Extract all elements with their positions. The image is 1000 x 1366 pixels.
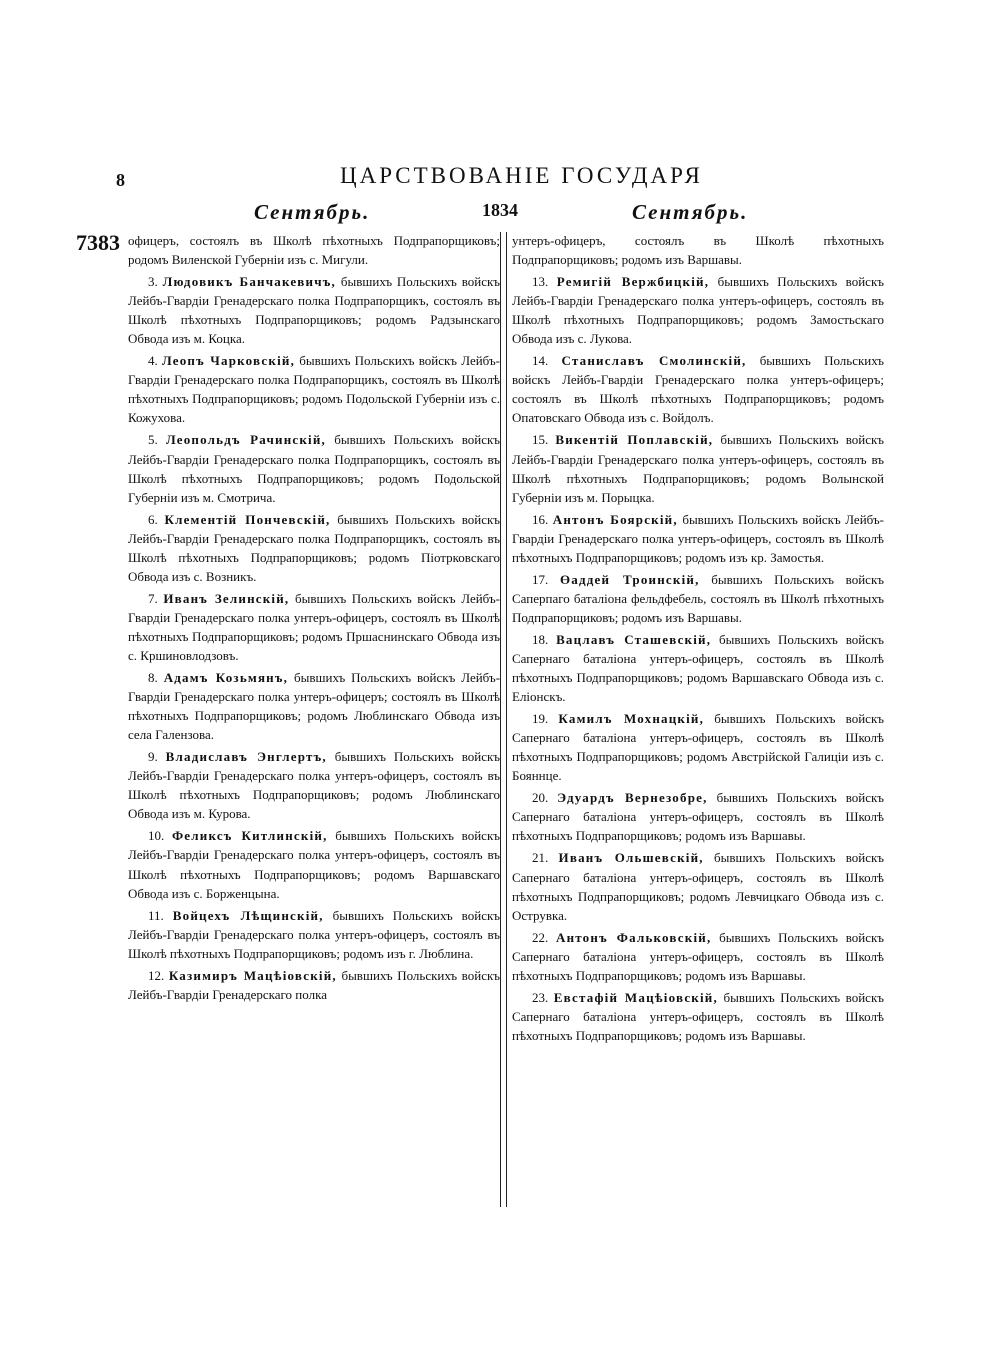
person-name: Станиславъ Смолинскій, — [561, 353, 747, 369]
item-number: 20. — [532, 790, 549, 806]
person-name: Войцехъ Лѣщинскій, — [172, 907, 324, 923]
month-left: Сентябрь. — [254, 200, 371, 224]
item-text: бывшихъ Польскихъ войскъ Сапернаго баталіона унтеръ-офицеръ, состоялъ въ Школѣ пѣхотныхъ Подпрапорщиковъ; родомъ изъ Варшавы. — [512, 929, 885, 983]
person-name: Иванъ Зелинскій, — [163, 590, 290, 606]
person-name: Леопъ Чарковскій, — [161, 353, 296, 369]
item-number: 12. — [148, 967, 165, 983]
person-name: Людовикъ Банчакевичъ, — [162, 274, 336, 290]
list-item — [128, 966, 500, 1004]
person-name: Казимиръ Мацѣіовскій, — [168, 967, 337, 983]
list-item — [128, 351, 500, 427]
continuation-text: унтеръ-офицеръ, состоялъ въ Школѣ пѣхотныхъ Подпрапорщиковъ; родомъ изъ Варшавы. — [512, 233, 884, 268]
item-text: бывшихъ Польскихъ войскъ Лейбъ-Гвардіи Гренадерскаго полка унтеръ-офицеръ, состоялъ въ Школѣ пѣхотныхъ Подпрапорщиковъ; родомъ Люблинскаго Обвода изъ м. Курова. — [128, 749, 501, 822]
item-number: 22. — [532, 929, 549, 945]
item-text: бывшихъ Польскихъ войскъ Сапернаго баталіона унтеръ-офицеръ, состоялъ въ Школѣ пѣхотныхъ Подпрапорщиковъ; родомъ Варшавскаго Обвода изъ с. Еліонскъ. — [512, 631, 885, 705]
item-text: бывшихъ Польскихъ войскъ Сапернаго баталіона унтеръ-офицеръ, состоялъ въ Школѣ пѣхотныхъ Подпрапорщиковъ; родомъ Австрійской Галиціи изъ с. Бояннце. — [512, 711, 884, 784]
item-text: бывшихъ Польскихъ войскъ Сапернаго баталіона унтеръ-офицеръ, состоялъ въ Школѣ пѣхотныхъ Подпрапорщиковъ; родомъ изъ Варшавы. — [512, 790, 885, 844]
item-text: бывшихъ Польскихъ войскъ Лейбъ-Гвардіи Гренадерскаго полка унтеръ-офицеръ, состоялъ въ Школѣ пѣхотныхъ Подпрапорщиковъ; родомъ изъ г. Люблина. — [128, 907, 501, 961]
item-text: бывшихъ Польскихъ войскъ Лейбъ-Гвардіи Гренадерскаго полка Подпрапорщикъ, состоялъ въ Школѣ пѣхотныхъ Подпрапорщиковъ; родомъ Піотрковскаго Обвода изъ с. Возникъ. — [128, 511, 501, 584]
month-right: Сентябрь. — [632, 200, 749, 224]
item-text: бывшихъ Польскихъ войскъ Сапернаго баталіона унтеръ-офицеръ, состоялъ въ Школѣ пѣхотныхъ Подпрапорщиковъ; родомъ изъ Варшавы. — [512, 989, 884, 1043]
person-name: Өаддей Троинскій, — [559, 571, 700, 587]
item-text: бывшихъ Польскихъ войскъ Лейбъ-Гвардіи Гренадерскаго полка унтеръ-офицеръ, состоялъ въ Школѣ пѣхотныхъ Подпрапорщиковъ; родомъ изъ кр. Замостья. — [512, 511, 884, 565]
item-text: бывшихъ Польскихъ войскъ Лейбъ-Гвардіи Гренадерскаго полка унтеръ-офицеръ, состоялъ въ Школѣ пѣхотныхъ Подпрапорщиковъ; родомъ Пршаснинскаго Обвода изъ с. Кршиновлодзовъ. — [128, 590, 501, 663]
list-item — [128, 747, 500, 823]
item-text: бывшихъ Польскихъ войскъ Сапернаго баталіона унтеръ-офицеръ, состоялъ въ Школѣ пѣхотныхъ Подпрапорщиковъ; родомъ Левчицкаго Обвода изъ с. Острувка. — [512, 850, 885, 923]
item-text: бывшихъ Польскихъ войскъ Лейбъ-Гвардіи Гренадерскаго полка Подпрапорщикъ, состоялъ въ Школѣ пѣхотныхъ Подпрапорщиковъ; родомъ Подольской Губерніи изъ с. Кожухова. — [128, 353, 501, 426]
item-number: 15. — [532, 432, 549, 448]
list-item — [512, 988, 884, 1045]
item-number: 6. — [148, 511, 158, 527]
item-text: бывшихъ Польскихъ войскъ Саперпаго баталіона фельдфебель, состоялъ въ Школѣ пѣхотныхъ Подпрапорщиковъ; родомъ изъ Варшавы. — [512, 571, 884, 625]
list-item — [128, 826, 500, 902]
person-name: Клементій Пончевскій, — [164, 511, 331, 527]
item-text: бывшихъ Польскихъ войскъ Лейбъ-Гвардіи Гренадерскаго полка унтеръ-офицеръ; состоялъ въ Школѣ пѣхотныхъ Подпрапорщиковъ; родомъ Опатовскаго Обвода изъ с. Войдолъ. — [512, 353, 884, 426]
list-item — [512, 709, 884, 785]
person-name: Иванъ Ольшевскій, — [558, 850, 704, 866]
item-text: бывшихъ Польскихъ войскъ Лейбъ-Гвардіи Гренадерскаго полка унтеръ-офицеръ, состоялъ въ Школѣ пѣхотныхъ Подпрапорщиковъ; родомъ Волынской Губерніи изъ м. Порыцка. — [512, 432, 885, 505]
person-name: Евстафій Мацѣіовскій, — [553, 989, 718, 1005]
page-number: 8 — [116, 170, 125, 190]
list-item — [512, 570, 884, 627]
item-number: 7. — [148, 590, 158, 606]
list-item — [128, 510, 500, 586]
list-item — [512, 272, 884, 348]
law-number: 7383 — [76, 230, 120, 255]
item-text: бывшихъ Польскихъ войскъ Лейбъ-Гвардіи Гренадерскаго полка Подпрапорщикъ, состоялъ въ Школѣ пѣхотныхъ Подпрапорщиковъ; родомъ Подольской Губерніи изъ м. Смотрича. — [128, 432, 501, 505]
list-item — [512, 510, 884, 567]
person-name: Владиславъ Энглертъ, — [165, 749, 327, 765]
item-number: 21. — [532, 850, 549, 866]
list-item — [128, 430, 500, 506]
person-name: Эдуардъ Вернезобре, — [557, 790, 708, 806]
item-list-left — [128, 272, 500, 1004]
list-item — [512, 848, 884, 924]
list-item — [128, 272, 500, 348]
item-number: 10. — [148, 828, 165, 844]
item-text: бывшихъ Польскихъ войскъ Лейбъ-Гвардіи Гренадерскаго полка унтеръ-офицеръ, состоялъ въ Школѣ пѣхотныхъ Подпрапорщиковъ; родомъ Варшавскаго Обвода изъ с. Борженцына. — [128, 828, 500, 901]
item-number: 18. — [532, 631, 549, 647]
person-name: Феликсъ Китлинскій, — [171, 828, 328, 844]
person-name: Вацлавъ Сташевскій, — [556, 631, 712, 647]
item-list-right — [512, 272, 884, 1045]
item-text: бывшихъ Польскихъ войскъ Лейбъ-Гвардіи Гренадерскаго полка — [128, 967, 501, 1002]
item-number: 17. — [532, 571, 549, 587]
item-number: 19. — [532, 711, 549, 727]
item-number: 11. — [148, 907, 164, 923]
item-number: 9. — [148, 749, 158, 765]
list-item — [512, 630, 884, 706]
item-text: бывшихъ Польскихъ войскъ Лейбъ-Гвардіи Гренадерскаго полка унтеръ-офицеръ; состоялъ въ Школѣ пѣхотныхъ Подпрапорщиковъ; родомъ Люблинскаго Обвода изъ села Галензова. — [128, 670, 501, 743]
item-number: 3. — [148, 274, 158, 290]
list-item — [512, 928, 884, 985]
list-item — [128, 589, 500, 665]
person-name: Викентій Поплавскій, — [555, 432, 714, 448]
item-text: бывшихъ Польскихъ войскъ Лейбъ-Гвардіи Гренадерскаго полка Подпрапорщикъ, состоялъ въ Школѣ пѣхотныхъ Подпрапорщиковъ; родомъ Радзынскаго Обвода изъ м. Коцка. — [128, 274, 501, 347]
column-divider — [500, 232, 507, 1207]
item-number: 23. — [532, 989, 549, 1005]
person-name: Леопольдъ Рачинскій, — [165, 432, 327, 448]
running-head: ЦАРСТВОВАНІЕ ГОСУДАРЯ — [340, 163, 703, 188]
item-text: бывшихъ Польскихъ войскъ Лейбъ-Гвардіи Гренадерскаго полка унтеръ-офицеръ, состоялъ въ Школѣ пѣхотныхъ Подпрапорщиковъ; родомъ Замостьскаго Обвода изъ с. Лукова. — [512, 274, 884, 347]
person-name: Камилъ Мохнацкій, — [558, 711, 705, 727]
list-item — [512, 351, 884, 427]
item-number: 8. — [148, 670, 158, 686]
item-number: 4. — [148, 353, 158, 369]
list-item — [128, 906, 500, 963]
list-item — [512, 788, 884, 845]
item-number: 16. — [532, 511, 549, 527]
left-column — [128, 231, 500, 1007]
person-name: Ремигій Вержбицкій, — [556, 274, 710, 290]
list-item — [128, 668, 500, 744]
right-column — [512, 231, 884, 1048]
item-number: 5. — [148, 432, 158, 448]
year: 1834 — [482, 200, 518, 220]
continuation-text: офицеръ, состоялъ въ Школѣ пѣхотныхъ Подпрапорщиковъ; родомъ Виленской Губерніи изъ с. Мигули. — [128, 233, 500, 268]
person-name: Адамъ Козьмянъ, — [163, 670, 289, 686]
person-name: Антонъ Боярскій, — [552, 511, 678, 527]
item-number: 13. — [532, 274, 549, 290]
item-number: 14. — [532, 353, 549, 369]
person-name: Антонъ Фальковскій, — [555, 929, 712, 945]
list-item — [512, 430, 884, 506]
